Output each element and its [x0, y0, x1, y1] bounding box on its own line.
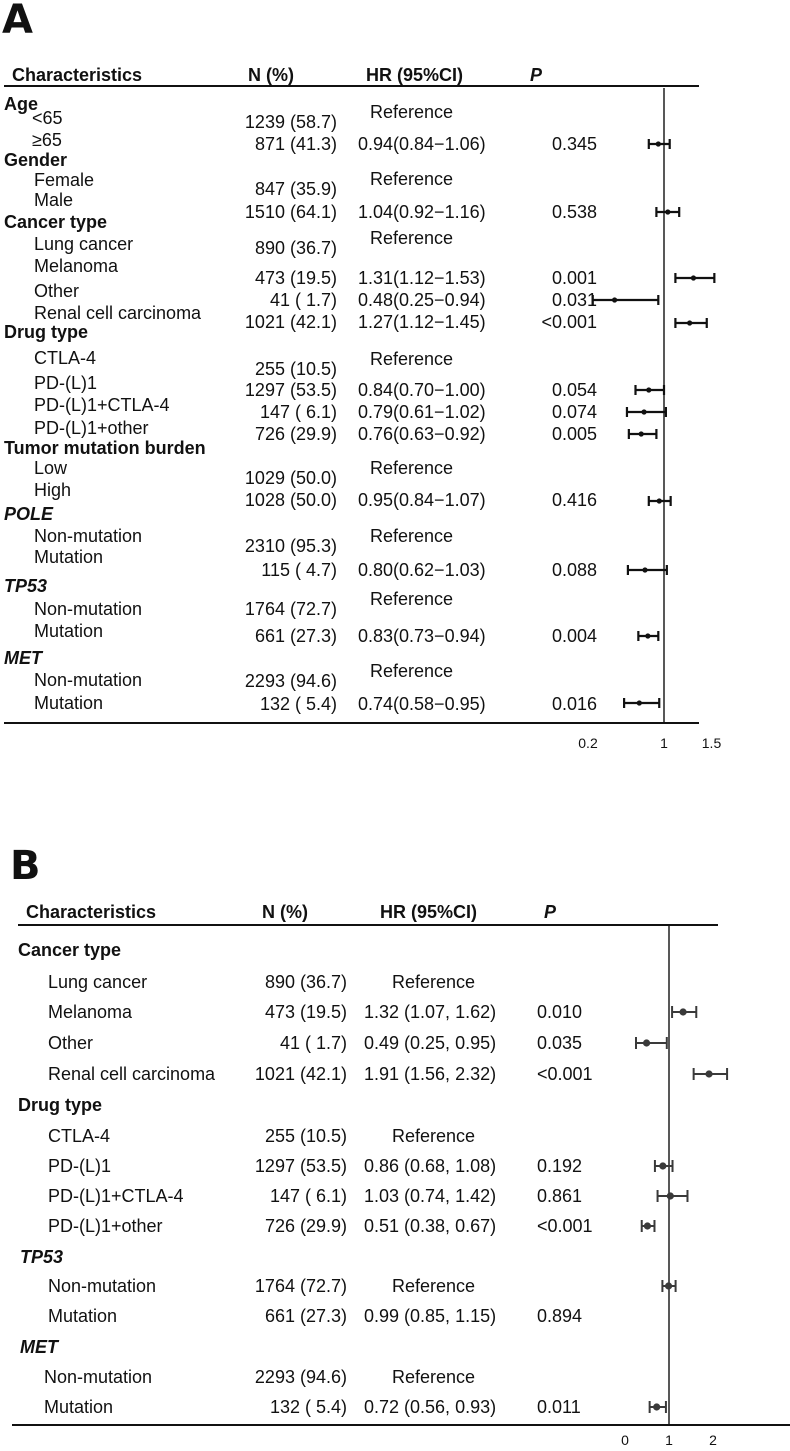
forest-point	[649, 139, 670, 149]
row-label: Melanoma	[48, 1002, 133, 1022]
x-tick-label: 1	[660, 735, 668, 751]
forest-point	[694, 1068, 727, 1080]
forest-point	[642, 1220, 655, 1232]
category-label: POLE	[4, 504, 54, 524]
p-value: 0.035	[537, 1033, 583, 1053]
hr-value: 0.99 (0.85, 1.15)	[364, 1306, 497, 1326]
row-label: Mutation	[34, 547, 104, 567]
category-label: MET	[4, 648, 42, 668]
p-value: <0.001	[541, 312, 597, 332]
n-value: 255 (10.5)	[264, 1126, 347, 1146]
row-label: ≥65	[32, 130, 62, 150]
forest-point	[627, 407, 666, 417]
header-n: N (%)	[248, 65, 294, 85]
n-value: 2293 (94.6)	[244, 671, 337, 691]
panel-b	[0, 840, 790, 1451]
row-label: Non-mutation	[48, 1276, 157, 1296]
hr-value: 0.84(0.70−1.00)	[358, 380, 486, 400]
header-hr: HR (95%CI)	[380, 902, 478, 922]
header-characteristics: Characteristics	[26, 902, 157, 922]
p-value: 0.088	[551, 560, 597, 580]
p-value: 0.001	[551, 268, 597, 288]
p-value: 0.004	[551, 626, 597, 646]
row-label: Mutation	[44, 1397, 114, 1417]
category-label: Drug type	[18, 1095, 103, 1115]
n-value: 1028 (50.0)	[244, 490, 337, 510]
category-label: TP53	[20, 1247, 64, 1267]
forest-point	[636, 1037, 667, 1049]
header-characteristics: Characteristics	[12, 65, 143, 85]
n-value: 473 (19.5)	[254, 268, 337, 288]
category-label: Cancer type	[18, 940, 122, 960]
forest-point	[628, 565, 667, 575]
n-value: 1764 (72.7)	[244, 599, 337, 619]
row-label: Other	[48, 1033, 94, 1053]
forest-point	[675, 318, 706, 328]
category-label: Cancer type	[4, 212, 108, 232]
hr-value: 0.79(0.61−1.02)	[358, 402, 486, 422]
forest-point	[629, 429, 657, 439]
forest-point	[650, 1401, 666, 1413]
n-value: 1510 (64.1)	[244, 202, 337, 222]
row-label: Non-mutation	[34, 599, 143, 619]
forest-point	[675, 273, 714, 283]
x-tick-label: 0	[621, 1432, 629, 1448]
p-value: 0.894	[537, 1306, 583, 1326]
hr-value: 0.83(0.73−0.94)	[358, 626, 486, 646]
n-value: 115 ( 4.7)	[261, 560, 337, 580]
row-label: Lung cancer	[48, 972, 148, 992]
n-value: 661 (27.3)	[254, 626, 337, 646]
p-value: 0.054	[551, 380, 597, 400]
row-label: CTLA-4	[34, 348, 97, 368]
forest-point	[672, 1006, 696, 1018]
category-label: Drug type	[4, 322, 89, 342]
p-value: 0.005	[551, 424, 597, 444]
row-label: Melanoma	[34, 256, 119, 276]
n-value: 726 (29.9)	[264, 1216, 347, 1236]
n-value: 1021 (42.1)	[244, 312, 337, 332]
hr-value: 0.49 (0.25, 0.95)	[364, 1033, 497, 1053]
p-value: 0.861	[537, 1186, 583, 1206]
n-value: 726 (29.9)	[254, 424, 337, 444]
row-label: Mutation	[48, 1306, 118, 1326]
hr-value: Reference	[392, 1126, 476, 1146]
hr-value: 0.74(0.58−0.95)	[358, 694, 486, 714]
x-tick-label: 1.5	[701, 735, 722, 751]
n-value: 1029 (50.0)	[244, 468, 337, 488]
n-value: 661 (27.3)	[264, 1306, 347, 1326]
forest-plot-b	[0, 840, 790, 1451]
x-tick-label: 2	[709, 1432, 717, 1448]
forest-point	[649, 496, 671, 506]
hr-value: 0.51 (0.38, 0.67)	[364, 1216, 497, 1236]
row-label: PD-(L)1+other	[34, 418, 149, 438]
hr-value: 1.91 (1.56, 2.32)	[364, 1064, 497, 1084]
n-value: 147 ( 6.1)	[259, 402, 337, 422]
p-value: 0.011	[537, 1397, 581, 1417]
hr-value: Reference	[370, 102, 454, 122]
hr-value: Reference	[370, 589, 454, 609]
row-label: Non-mutation	[34, 670, 143, 690]
hr-value: Reference	[370, 169, 454, 189]
p-value: 0.010	[537, 1002, 583, 1022]
n-value: 41 ( 1.7)	[269, 290, 337, 310]
row-label: High	[34, 480, 72, 500]
hr-value: Reference	[370, 526, 454, 546]
n-value: 255 (10.5)	[254, 359, 337, 379]
hr-value: Reference	[370, 228, 454, 248]
p-value: <0.001	[537, 1216, 593, 1236]
row-label: Lung cancer	[34, 234, 134, 254]
x-tick-label: 1	[665, 1432, 673, 1448]
n-value: 2310 (95.3)	[244, 536, 337, 556]
n-value: 41 ( 1.7)	[279, 1033, 347, 1053]
panel-a-label: A	[2, 0, 33, 43]
row-label: <65	[32, 108, 63, 128]
row-label: Renal cell carcinoma	[48, 1064, 216, 1084]
row-label: PD-(L)1	[48, 1156, 112, 1176]
n-value: 871 (41.3)	[254, 134, 337, 154]
hr-value: Reference	[370, 349, 454, 369]
hr-value: 1.04(0.92−1.16)	[358, 202, 486, 222]
p-value: 0.345	[551, 134, 597, 154]
row-label: Female	[34, 170, 95, 190]
row-label: Low	[34, 458, 68, 478]
forest-point	[655, 1160, 673, 1172]
forest-point	[593, 295, 659, 305]
n-value: 1764 (72.7)	[254, 1276, 347, 1296]
hr-value: 0.48(0.25−0.94)	[358, 290, 486, 310]
category-label: Tumor mutation burden	[4, 438, 206, 458]
n-value: 132 ( 5.4)	[269, 1397, 347, 1417]
n-value: 1297 (53.5)	[244, 380, 337, 400]
hr-value: 0.72 (0.56, 0.93)	[364, 1397, 497, 1417]
hr-value: 0.94(0.84−1.06)	[358, 134, 486, 154]
hr-value: 1.03 (0.74, 1.42)	[364, 1186, 497, 1206]
row-label: Other	[34, 281, 80, 301]
row-label: PD-(L)1+CTLA-4	[34, 395, 170, 415]
row-label: Mutation	[34, 621, 104, 641]
row-label: PD-(L)1+CTLA-4	[48, 1186, 184, 1206]
n-value: 1239 (58.7)	[244, 112, 337, 132]
hr-value: 1.31(1.12−1.53)	[358, 268, 486, 288]
n-value: 1021 (42.1)	[254, 1064, 347, 1084]
hr-value: Reference	[370, 458, 454, 478]
n-value: 890 (36.7)	[264, 972, 347, 992]
hr-value: Reference	[392, 1367, 476, 1387]
p-value: 0.031	[551, 290, 597, 310]
n-value: 473 (19.5)	[264, 1002, 347, 1022]
header-p: P	[544, 902, 557, 922]
p-value: <0.001	[537, 1064, 593, 1084]
category-label: TP53	[4, 576, 48, 596]
hr-value: Reference	[370, 661, 454, 681]
p-value: 0.016	[551, 694, 597, 714]
n-value: 147 ( 6.1)	[269, 1186, 347, 1206]
row-label: Mutation	[34, 693, 104, 713]
n-value: 1297 (53.5)	[254, 1156, 347, 1176]
row-label: Male	[34, 190, 74, 210]
forest-point	[638, 631, 658, 641]
forest-point	[656, 207, 679, 217]
row-label: PD-(L)1	[34, 373, 98, 393]
p-value: 0.192	[537, 1156, 583, 1176]
hr-value: Reference	[392, 1276, 476, 1296]
category-label: Gender	[4, 150, 68, 170]
hr-value: 0.86 (0.68, 1.08)	[364, 1156, 497, 1176]
category-label: Age	[4, 94, 39, 114]
hr-value: 1.32 (1.07, 1.62)	[364, 1002, 497, 1022]
row-label: CTLA-4	[48, 1126, 111, 1146]
row-label: PD-(L)1+other	[48, 1216, 163, 1236]
header-p: P	[530, 65, 543, 85]
n-value: 132 ( 5.4)	[259, 694, 337, 714]
p-value: 0.538	[551, 202, 597, 222]
category-label: MET	[20, 1337, 58, 1357]
row-label: Renal cell carcinoma	[34, 303, 202, 323]
hr-value: 0.95(0.84−1.07)	[358, 490, 486, 510]
hr-value: 0.80(0.62−1.03)	[358, 560, 486, 580]
panel-b-label: B	[10, 843, 41, 889]
hr-value: Reference	[392, 972, 476, 992]
forest-point	[624, 698, 659, 708]
x-tick-label: 0.2	[578, 735, 598, 751]
n-value: 847 (35.9)	[254, 179, 337, 199]
p-value: 0.074	[551, 402, 597, 422]
p-value: 0.416	[551, 490, 597, 510]
forest-point	[658, 1190, 688, 1202]
header-n: N (%)	[262, 902, 308, 922]
row-label: Non-mutation	[34, 526, 143, 546]
hr-value: 0.76(0.63−0.92)	[358, 424, 486, 444]
n-value: 890 (36.7)	[254, 238, 337, 258]
forest-point	[636, 385, 665, 395]
n-value: 2293 (94.6)	[254, 1367, 347, 1387]
header-hr: HR (95%CI)	[366, 65, 464, 85]
row-label: Non-mutation	[44, 1367, 153, 1387]
hr-value: 1.27(1.12−1.45)	[358, 312, 486, 332]
